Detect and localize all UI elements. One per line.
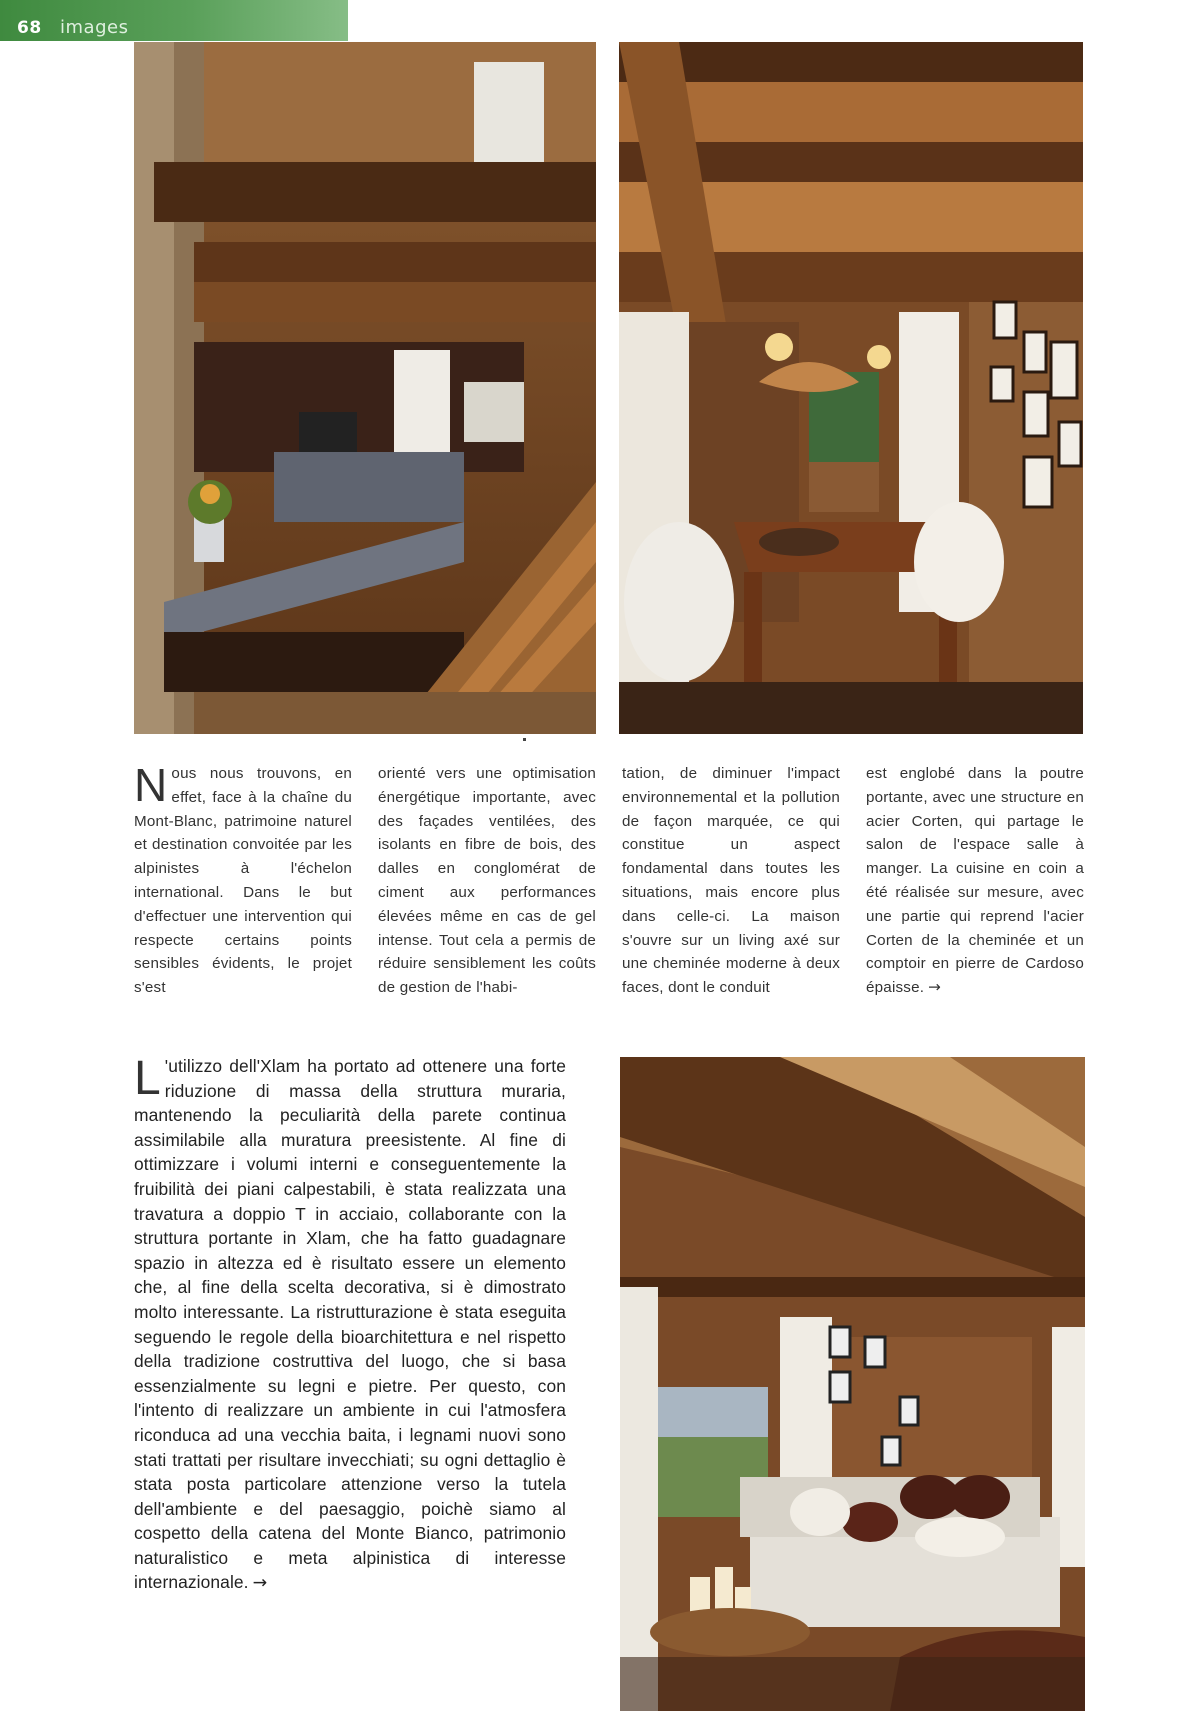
article-fr-column-4 xyxy=(866,762,1084,1000)
dining-photo xyxy=(619,42,1083,734)
living-photo xyxy=(620,1057,1085,1711)
section-label: images xyxy=(60,17,129,38)
article-it-text: 'utilizzo dell'Xlam ha portato ad ottenere una forte riduzione di massa della struttura muraria, mantenendo la peculiarità della parete continua assimilabile alla muratura preesistente. Al fine di ottimizzare i volumi interni e conseguentemente la fruibilità dei piani calpestabili, è stata realizzata una travatura a doppio T in acciaio, collaborante con la struttura portante in Xlam, che ha fatto guadagnare spazio in altezza ed è risultato essere un elemento che, al fine della scelta decorativa, si è dimostrato molto interessante. La ristrutturazione è stata eseguita seguendo le regole della bioarchitettura e nel rispetto della tradizione costruttiva del luogo, che si basa essenzialmente su legni e pietre. Per questo, con l'intento di realizzare un ambiente in cui l'atmosfera riconduca ad una vecchia baita, i legnami nuovi sono stati trattati per risultare invecchiati; su ogni dettaglio è stata posta particolare attenzione verso la tutela dell'ambiente e del paesaggio, poichè siamo al cospetto della catena del Monte Bianco, patrimonio naturalistico e meta alpinistica di interesse internazionale. xyxy=(134,1056,566,1593)
article-fr-column-3 xyxy=(622,762,840,1000)
article-fr-column-1 xyxy=(134,759,352,1000)
article-fr-col1-text: ous nous trouvons, en effet, face à la chaîne du Mont-Blanc, patrimoine naturel et destination convoitée par les alpinistes à l'échelon international. Dans le but d'effectuer une intervention qui respecte certains points sensibles évidents, le projet s'est xyxy=(134,765,352,997)
article-fr-col3-text: tation, de diminuer l'impact environnemental et la pollution de façon marquée, ce qui constitue un aspect fondamental dans toutes les situations, mais encore plus dans celle-ci. La maison s'ouvre sur un living axé sur une cheminée moderne à deux faces, dont le conduit xyxy=(622,765,840,997)
kitchen-illustration xyxy=(134,42,596,734)
article-it xyxy=(134,1054,566,1596)
continue-arrow-icon: → xyxy=(928,978,942,997)
article-fr-col4-text: est englobé dans la poutre portante, avec une structure en acier Corten, qui partage le salon de l'espace salle à manger. La cuisine en coin a été réalisée sur mesure, avec une partie qui reprend l'acier Corten de la cheminée et un comptoir en pierre de Cardoso épaisse. xyxy=(866,765,1084,997)
article-fr-col2-text: orienté vers une optimisation énergétique importante, avec des façades ventilées, des isolants en fibre de bois, des dalles en conglomérat de ciment aux performances élevées même en cas de gel intense. Tout cela a permis de réduire sensiblement les coûts de gestion de l'habi- xyxy=(378,765,596,997)
dining-illustration xyxy=(619,42,1083,734)
separator-dot xyxy=(523,738,526,741)
continue-arrow-icon: → xyxy=(252,1573,268,1594)
page-number: 68 xyxy=(17,18,42,38)
dropcap-it: L xyxy=(134,1052,161,1105)
section-header-bar xyxy=(0,0,348,41)
article-fr-column-2 xyxy=(378,762,596,1000)
kitchen-photo xyxy=(134,42,596,734)
dropcap-fr: N xyxy=(134,759,168,811)
living-illustration xyxy=(620,1057,1085,1711)
